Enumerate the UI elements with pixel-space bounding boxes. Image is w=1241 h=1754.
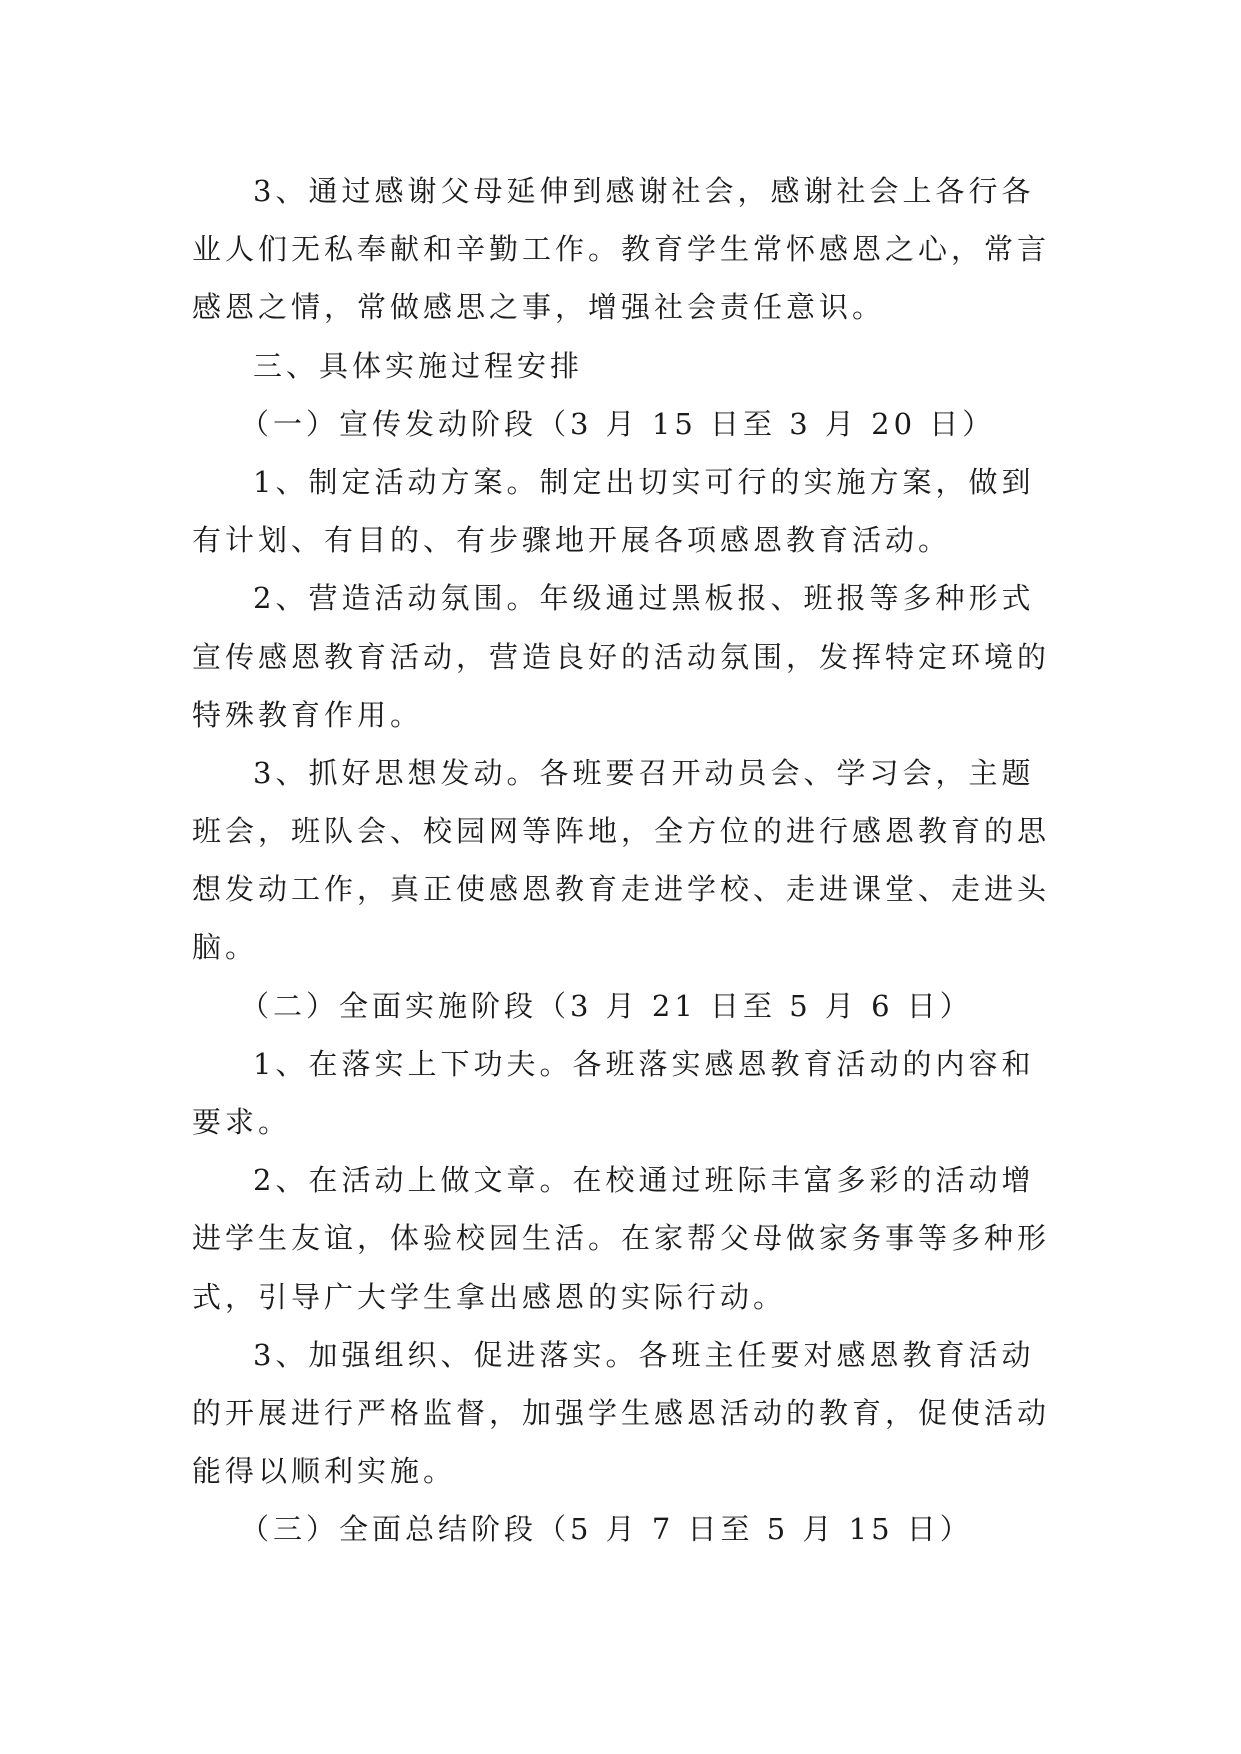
document-body [192,162,1052,1559]
paragraph-line: 想发动工作，真正使感恩教育走进学校、走进课堂、走进头 [192,872,1051,907]
paragraph-line: 1、制定活动方案。制定出切实可行的实施方案，做到 [253,464,1035,499]
paragraph-line: 的开展进行严格监督，加强学生感恩活动的教育，促使活动 [192,1395,1051,1430]
section-heading: 三、具体实施过程安排 [253,348,584,383]
paragraph-line: 宣传感恩教育活动，营造良好的活动氛围，发挥特定环境的 [192,639,1051,674]
paragraph-line: 业人们无私奉献和辛勤工作。教育学生常怀感恩之心，常言 [192,232,1051,267]
paragraph-line: 式，引导广大学生拿出感恩的实际行动。 [192,1279,787,1314]
subsection-heading: （三）全面总结阶段（5 月 7 日至 5 月 15 日） [240,1512,973,1547]
paragraph-line: 要求。 [192,1105,292,1139]
paragraph-line: 脑。 [192,930,259,965]
paragraph-line: 3、加强组织、促进落实。各班主任要对感恩教育活动 [253,1337,1035,1372]
paragraph-line: 3、通过感谢父母延伸到感谢社会，感谢社会上各行各 [253,174,1035,208]
paragraph-line: 能得以顺利实施。 [192,1454,457,1489]
paragraph-line: 2、营造活动氛围。年级通过黑板报、班报等多种形式 [253,581,1035,616]
paragraph-line: 班会，班队会、校园网等阵地，全方位的进行感恩教育的思 [192,814,1051,849]
paragraph-line: 3、抓好思想发动。各班要召开动员会、学习会，主题 [253,755,1035,790]
paragraph-line: 2、在活动上做文章。在校通过班际丰富多彩的活动增 [253,1163,1035,1198]
subsection-heading: （二）全面实施阶段（3 月 21 日至 5 月 6 日） [240,988,973,1023]
paragraph-line: 特殊教育作用。 [192,697,424,732]
subsection-heading: （一）宣传发动阶段（3 月 15 日至 3 月 20 日） [240,406,996,441]
paragraph-line: 1、在落实上下功夫。各班落实感恩教育活动的内容和 [253,1046,1035,1081]
paragraph-line: 有计划、有目的、有步骤地开展各项感恩教育活动。 [192,523,952,558]
paragraph-line: 感恩之情，常做感思之事，增强社会责任意识。 [192,290,886,325]
paragraph-line: 进学生友谊，体验校园生活。在家帮父母做家务事等多种形 [192,1221,1051,1256]
